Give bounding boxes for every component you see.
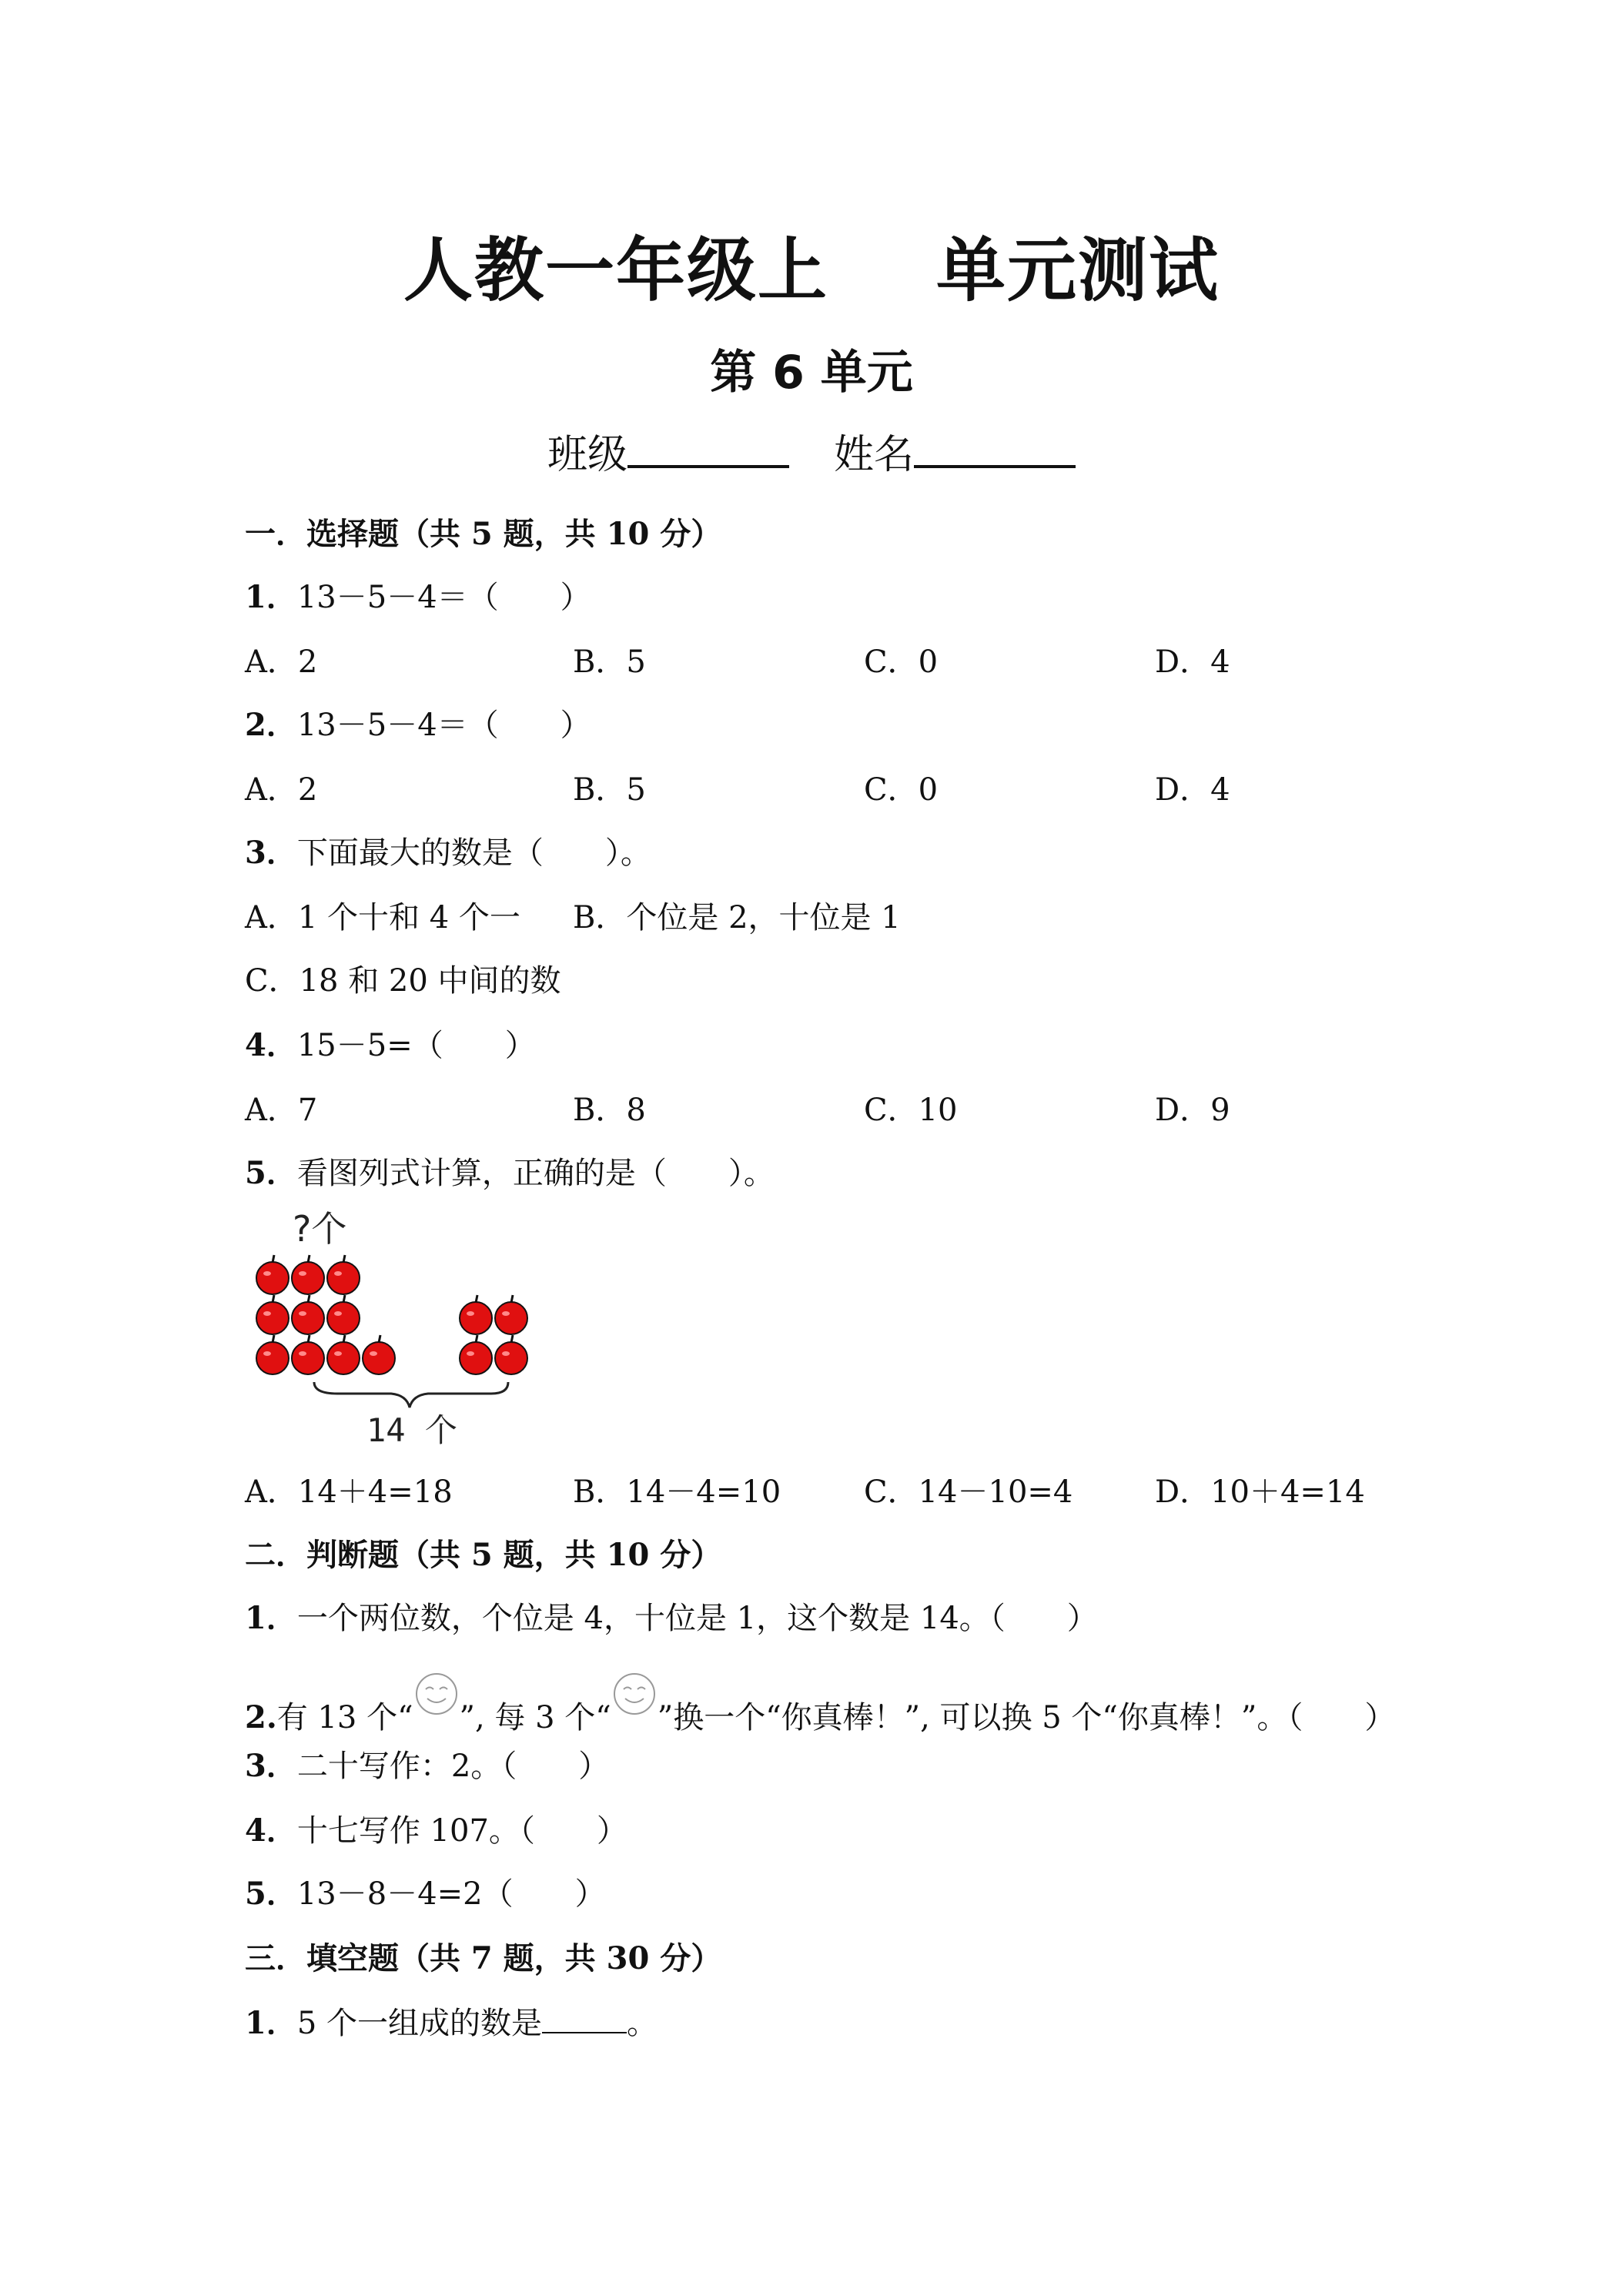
choice-q5-option-b[interactable]: B．14－4=10 [573,1474,781,1510]
choice-q1-option-d[interactable]: D．4 [1155,644,1230,680]
figure-top-label: ?个 [293,1208,347,1250]
question-number: 5． [245,1876,297,1912]
choice-q3-option-c[interactable]: C．18 和 20 中间的数 [245,963,561,999]
choice-q5-option-a[interactable]: A．14＋4=18 [245,1474,453,1510]
choice-q2-option-c[interactable]: C．0 [864,772,939,808]
title-grade: 人教一年级上 [403,230,828,311]
student-info-line [0,422,1623,480]
choice-q5 [245,1149,775,1193]
apple-icon [292,1295,324,1334]
question-number: 2． [245,707,297,743]
apple-icon [292,1335,324,1374]
question-number: 3． [245,835,297,871]
choice-q2-option-b[interactable]: B．5 [573,772,646,808]
choice-q5-option-d[interactable]: D．10＋4=14 [1155,1474,1365,1510]
question-number: 3． [245,1748,297,1784]
class-blank[interactable] [627,434,789,468]
question-text: 下面最大的数是（ ）。 [296,835,651,871]
question-number: 1． [245,579,297,615]
choice-q4-option-a[interactable]: A．7 [245,1093,318,1128]
choice-q4-option-d[interactable]: D．9 [1155,1093,1230,1128]
fill-q1 [245,1999,658,2043]
apple-icon [495,1295,527,1334]
apple-icon [460,1335,492,1374]
question-number: 5． [245,1155,297,1191]
class-label: 班级 [547,432,627,478]
question-text: 13－8－4=2（ ） [296,1876,606,1912]
apple-icon [292,1255,324,1294]
choice-q4-option-c[interactable]: C．10 [864,1093,958,1128]
apple-icon [327,1295,360,1334]
question-number: 2. [245,1699,277,1735]
choice-q1-option-a[interactable]: A．2 [245,644,318,680]
apple-icon [495,1335,527,1374]
figure-bottom-label: 14 个 [366,1411,457,1449]
choice-q1 [245,573,591,617]
choice-q4-option-b[interactable]: B．8 [573,1093,646,1128]
choice-q2-option-d[interactable]: D．4 [1155,772,1230,808]
apple-icon [327,1255,360,1294]
apple-group-left [256,1255,395,1374]
section-heading-judge: 二．判断题（共 5 题，共 10 分） [245,1537,722,1573]
question-number: 1． [245,1600,297,1636]
brace-icon [314,1382,508,1407]
question-text-end: 。 [627,2006,658,2041]
question-text: 15－5=（ ） [296,1028,536,1063]
unit-subtitle: 第 6 单元 [710,346,913,400]
question-text: 13－5－4＝（ ） [296,580,591,615]
question-text: 看图列式计算，正确的是（ ）。 [296,1156,775,1191]
name-label: 姓名 [834,432,915,478]
apple-group-right [460,1295,527,1374]
apple-icon [256,1255,289,1294]
judge-q5 [245,1869,606,1913]
choice-q3-option-a[interactable]: A．1 个十和 4 个一 [245,900,520,935]
question-text: 13－5－4＝（ ） [296,708,591,743]
apple-icon [460,1295,492,1334]
choice-q1-option-c[interactable]: C．0 [864,644,939,680]
apple-figure [245,1201,553,1455]
question-text: 5 个一组成的数是 [296,2006,543,2041]
question-text-part1: 有 13 个“ [276,1700,413,1735]
question-text: 十七写作 107。（ ） [296,1813,627,1849]
name-blank[interactable] [914,434,1076,468]
choice-q3 [245,828,651,872]
judge-q3 [245,1742,609,1786]
smiley-face-icon [413,1671,460,1717]
page-title [0,214,1623,314]
choice-q1-option-b[interactable]: B．5 [573,644,646,680]
title-test: 单元测试 [936,230,1220,311]
section-heading-fill: 三．填空题（共 7 题，共 30 分） [245,1940,722,1976]
apple-icon [363,1335,395,1374]
question-text-part3: ”换一个“你真棒！”, 可以换 5 个“你真棒！”。（ ） [657,1700,1396,1735]
answer-blank[interactable] [542,2009,627,2033]
question-number: 4． [245,1027,297,1063]
choice-q5-option-c[interactable]: C．14－10=4 [864,1474,1073,1510]
choice-q2 [245,701,591,745]
choice-q4 [245,1021,536,1065]
question-text-part2: ”, 每 3 个“ [459,1700,611,1735]
judge-q4 [245,1806,627,1850]
question-text: 二十写作：2。（ ） [296,1749,610,1784]
choice-q2-option-a[interactable]: A．2 [245,772,318,808]
apple-icon [327,1335,360,1374]
question-number: 1． [245,2005,297,2041]
section-heading-choice: 一．选择题（共 5 题，共 10 分） [245,516,722,552]
choice-q3-option-b[interactable]: B．个位是 2，十位是 1 [573,900,901,935]
smiley-face-icon [611,1671,658,1717]
apple-icon [256,1335,289,1374]
judge-q1 [245,1594,1098,1638]
judge-q2 [245,1671,1395,1737]
apple-icon [256,1295,289,1334]
question-number: 4． [245,1812,297,1849]
question-text: 一个两位数，个位是 4，十位是 1，这个数是 14。（ ） [296,1601,1098,1636]
